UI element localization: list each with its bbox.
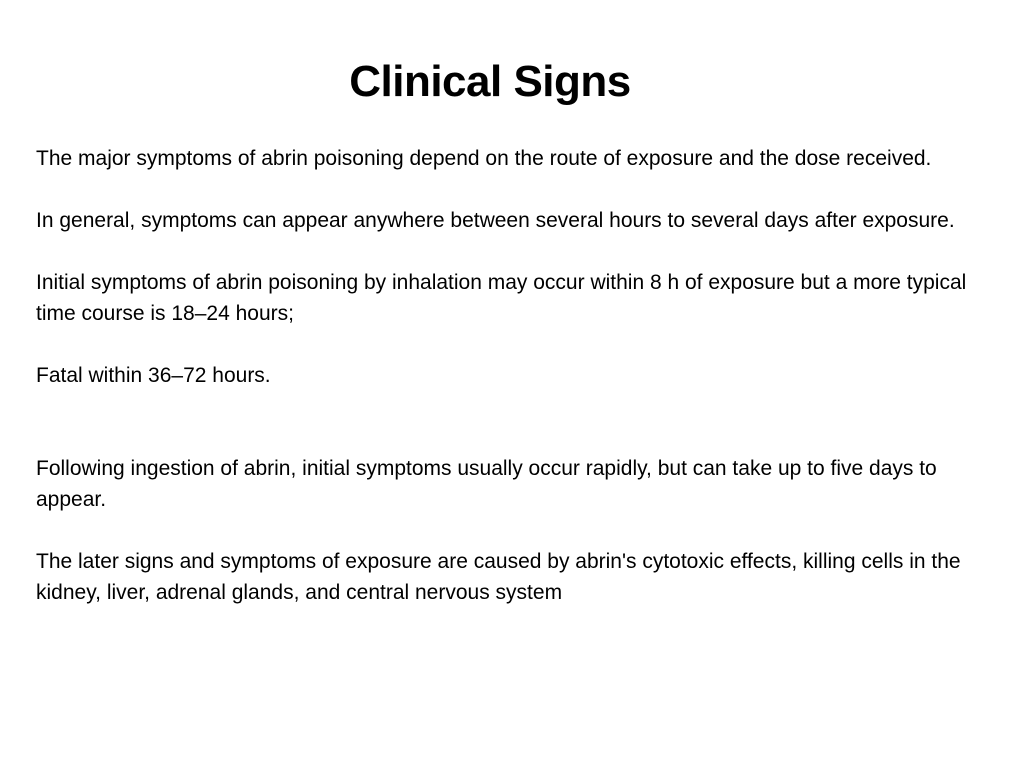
slide-body	[36, 143, 981, 608]
paragraph-spacer	[36, 236, 981, 267]
paragraph-spacer	[36, 515, 981, 546]
paragraph-spacer	[36, 391, 981, 453]
paragraph-spacer	[36, 329, 981, 360]
paragraph-fatal-window: Fatal within 36–72 hours.	[36, 364, 271, 387]
paragraph-route-and-dose: The major symptoms of abrin poisoning depend on the route of exposure and the dose received.	[36, 147, 932, 170]
slide-title: Clinical Signs	[349, 57, 631, 106]
paragraph-onset-timing: In general, symptoms can appear anywhere between several hours to several days after exposure.	[36, 209, 955, 232]
paragraph-ingestion-symptoms: Following ingestion of abrin, initial symptoms usually occur rapidly, but can take up to five days to appear.	[36, 457, 937, 511]
paragraph-inhalation-symptoms: Initial symptoms of abrin poisoning by inhalation may occur within 8 h of exposure but a more typical time course is 18–24 hours;	[36, 271, 967, 325]
paragraph-later-signs: The later signs and symptoms of exposure are caused by abrin's cytotoxic effects, killing cells in the kidney, liver, adrenal glands, and central nervous system	[36, 550, 961, 604]
paragraph-spacer	[36, 174, 981, 205]
